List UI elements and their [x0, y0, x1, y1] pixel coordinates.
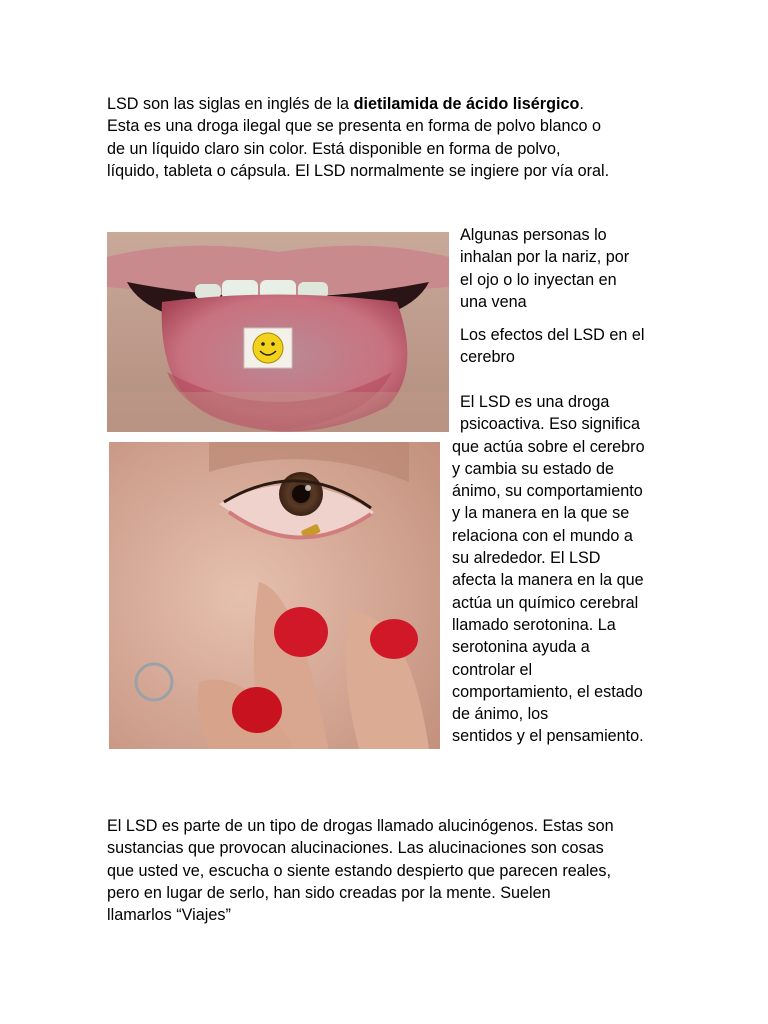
side-line: sentidos y el pensamiento.: [452, 727, 644, 746]
side-paragraph-3: [452, 391, 672, 748]
closing-paragraph: [107, 815, 667, 926]
side-line: llamado serotonina. La: [452, 615, 616, 634]
side-paragraph-1: [460, 224, 670, 313]
intro-line: de un líquido claro sin color. Está disponible en forma de polvo,: [107, 139, 561, 158]
side-line: El LSD es una droga: [460, 393, 610, 411]
side-heading: [460, 324, 670, 369]
side-line: de ánimo, los: [452, 705, 549, 724]
side-line: psicoactiva. Eso significa: [460, 415, 640, 434]
side-line: ánimo, su comportamiento: [452, 482, 643, 501]
side-line: el ojo o lo inyectan en: [460, 270, 617, 289]
side-line: que actúa sobre el cerebro: [452, 437, 645, 456]
closing-line: El LSD es parte de un tipo de drogas llamado alucinógenos. Estas son: [107, 817, 614, 835]
intro-line-1: LSD son las siglas en inglés de la dietilamida de ácido lisérgico.: [107, 95, 584, 113]
side-line: cerebro: [460, 348, 515, 367]
side-line: serotonina ayuda a: [452, 638, 590, 657]
side-line: comportamiento, el estado: [452, 682, 643, 701]
side-line: controlar el: [452, 660, 533, 679]
closing-line: llamarlos “Viajes”: [107, 906, 231, 925]
closing-line: pero en lugar de serlo, han sido creadas por la mente. Suelen: [107, 883, 551, 902]
closing-line: que usted ve, escucha o siente estando despierto que parecen reales,: [107, 861, 611, 880]
tongue-blotter-photo: [107, 232, 449, 432]
closing-line: sustancias que provocan alucinaciones. Las alucinaciones son cosas: [107, 839, 604, 858]
side-line: Los efectos del LSD en el: [460, 326, 645, 344]
intro-bold-term: dietilamida de ácido lisérgico: [353, 95, 580, 113]
side-line: una vena: [460, 292, 527, 311]
side-line: y la manera en la que se: [452, 504, 630, 523]
side-line: su alrededor. El LSD: [452, 549, 601, 568]
eye-tab-photo: [109, 442, 440, 749]
intro-line: líquido, tableta o cápsula. El LSD normalmente se ingiere por vía oral.: [107, 161, 610, 180]
side-line: afecta la manera en la que: [452, 571, 644, 590]
side-line: actúa un químico cerebral: [452, 593, 639, 612]
side-line: Algunas personas lo: [460, 226, 607, 244]
side-line: inhalan por la nariz, por: [460, 248, 630, 267]
intro-line: Esta es una droga ilegal que se presenta en forma de polvo blanco o: [107, 117, 602, 136]
side-line: relaciona con el mundo a: [452, 526, 633, 545]
side-line: y cambia su estado de: [452, 459, 614, 478]
intro-paragraph: [107, 93, 667, 182]
